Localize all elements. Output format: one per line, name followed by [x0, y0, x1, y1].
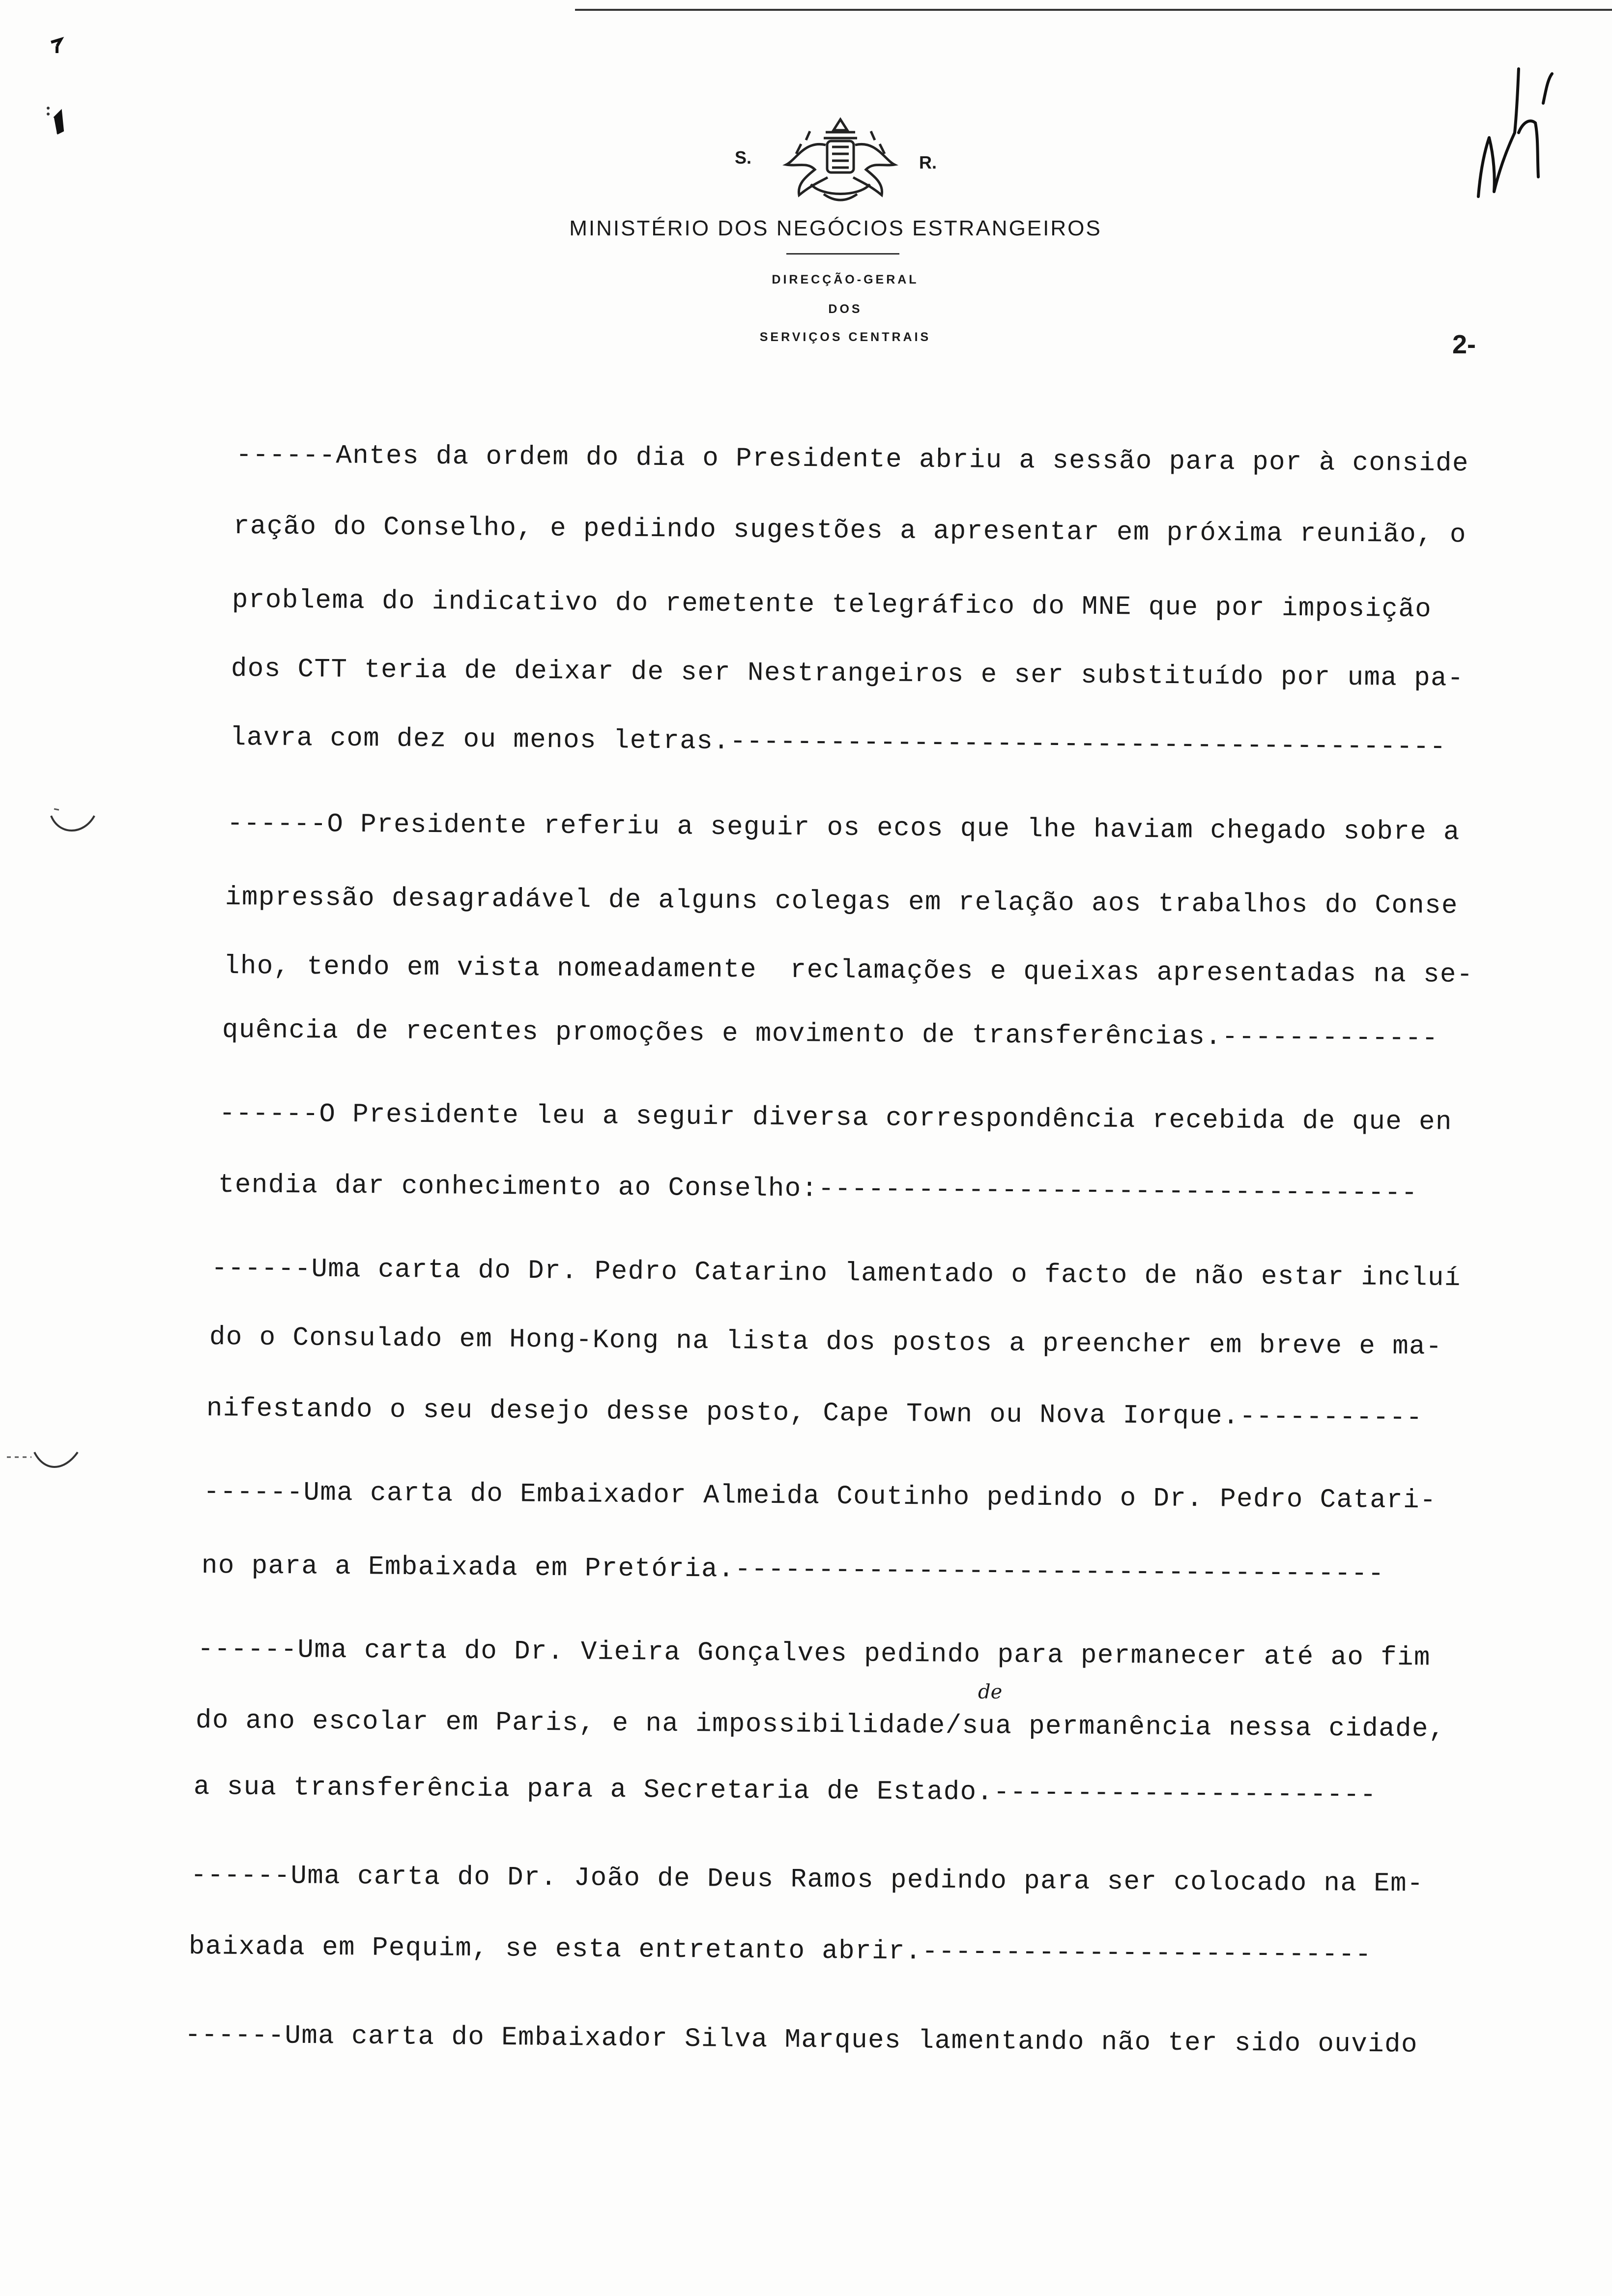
body-line: ------O Presidente referiu a seguir os ecos que lhe haviam chegado sobre a — [227, 809, 1461, 848]
body-line: tendia dar conhecimento ao Conselho:------------------------------------ — [218, 1170, 1418, 1209]
handwritten-insertion: de — [978, 1681, 1003, 1703]
header-rule — [786, 253, 899, 255]
body-line: lho, tendo em vista nomeadamente reclamações e queixas apresentadas na se- — [223, 951, 1474, 990]
body-line: do o Consulado em Hong-Kong na lista dos postos a preencher em breve e ma- — [209, 1322, 1443, 1362]
body-line: dos CTT teria de deixar de ser Nestrangeiros e ser substituído por uma pa- — [230, 654, 1465, 694]
seal-letter-right: R. — [919, 152, 937, 172]
body-line: quência de recentes promoções e movimento de transferências.------------- — [222, 1015, 1439, 1054]
body-line: a sua transferência para a Secretaria de Estado.----------------------- — [193, 1772, 1377, 1810]
body-line: do ano escolar em Paris, e na impossibilidade/sua permanência nessa cidade, — [195, 1706, 1446, 1745]
body-line: ------Uma carta do Dr. João de Deus Ramos pedindo para ser colocado na Em- — [190, 1861, 1424, 1899]
page-number: 2- — [1452, 330, 1476, 359]
body-line: ------Uma carta do Dr. Pedro Catarino lamentado o facto de não estar incluí — [211, 1254, 1462, 1293]
body-line: ------O Presidente leu a seguir diversa correspondência recebida de que en — [219, 1099, 1453, 1138]
department-line: DOS — [828, 302, 863, 316]
body-line: problema do indicativo do remetente telegráfico do MNE que por imposição — [231, 585, 1432, 625]
body-line: ------Antes da ordem do dia o Presidente abriu a sessão para por à conside — [235, 440, 1469, 479]
department-line: DIRECÇÃO-GERAL — [772, 273, 919, 287]
body-line: nifestando o seu desejo desse posto, Cape Town ou Nova Iorque.----------- — [206, 1394, 1423, 1434]
scan-speck-icon — [44, 34, 74, 143]
punch-hole-mark-icon — [5, 1447, 84, 1482]
body-line: ração do Conselho, e pediindo sugestões a apresentar em próxima reunião, o — [233, 512, 1467, 550]
body-line: lavra com dez ou menos letras.------------------------------------------- — [230, 723, 1447, 763]
body-line: ------Uma carta do Embaixador Almeida Coutinho pedindo o Dr. Pedro Catari- — [203, 1477, 1437, 1516]
body-line: no para a Embaixada em Pretória.--------------------------------------- — [201, 1551, 1385, 1589]
body-line: ------Uma carta do Embaixador Silva Marques lamentando não ter sido ouvido — [184, 2020, 1418, 2060]
seal-letter-left: S. — [735, 147, 752, 168]
coat-of-arms-icon — [777, 111, 904, 209]
punch-hole-mark-icon — [49, 806, 98, 845]
handwritten-initials-icon — [1469, 59, 1558, 206]
body-line: ------Uma carta do Dr. Vieira Gonçalves pedindo para permanecer até ao fim — [197, 1635, 1431, 1673]
scan-top-rule — [575, 9, 1612, 11]
ministry-name: MINISTÉRIO DOS NEGÓCIOS ESTRANGEIROS — [569, 216, 1102, 240]
body-line: impressão desagradável de alguns colegas em relação aos trabalhos do Conse — [225, 883, 1459, 921]
body-line: baixada em Pequim, se esta entretanto abrir.--------------------------- — [188, 1932, 1372, 1970]
department-line: SERVIÇOS CENTRAIS — [759, 330, 931, 344]
